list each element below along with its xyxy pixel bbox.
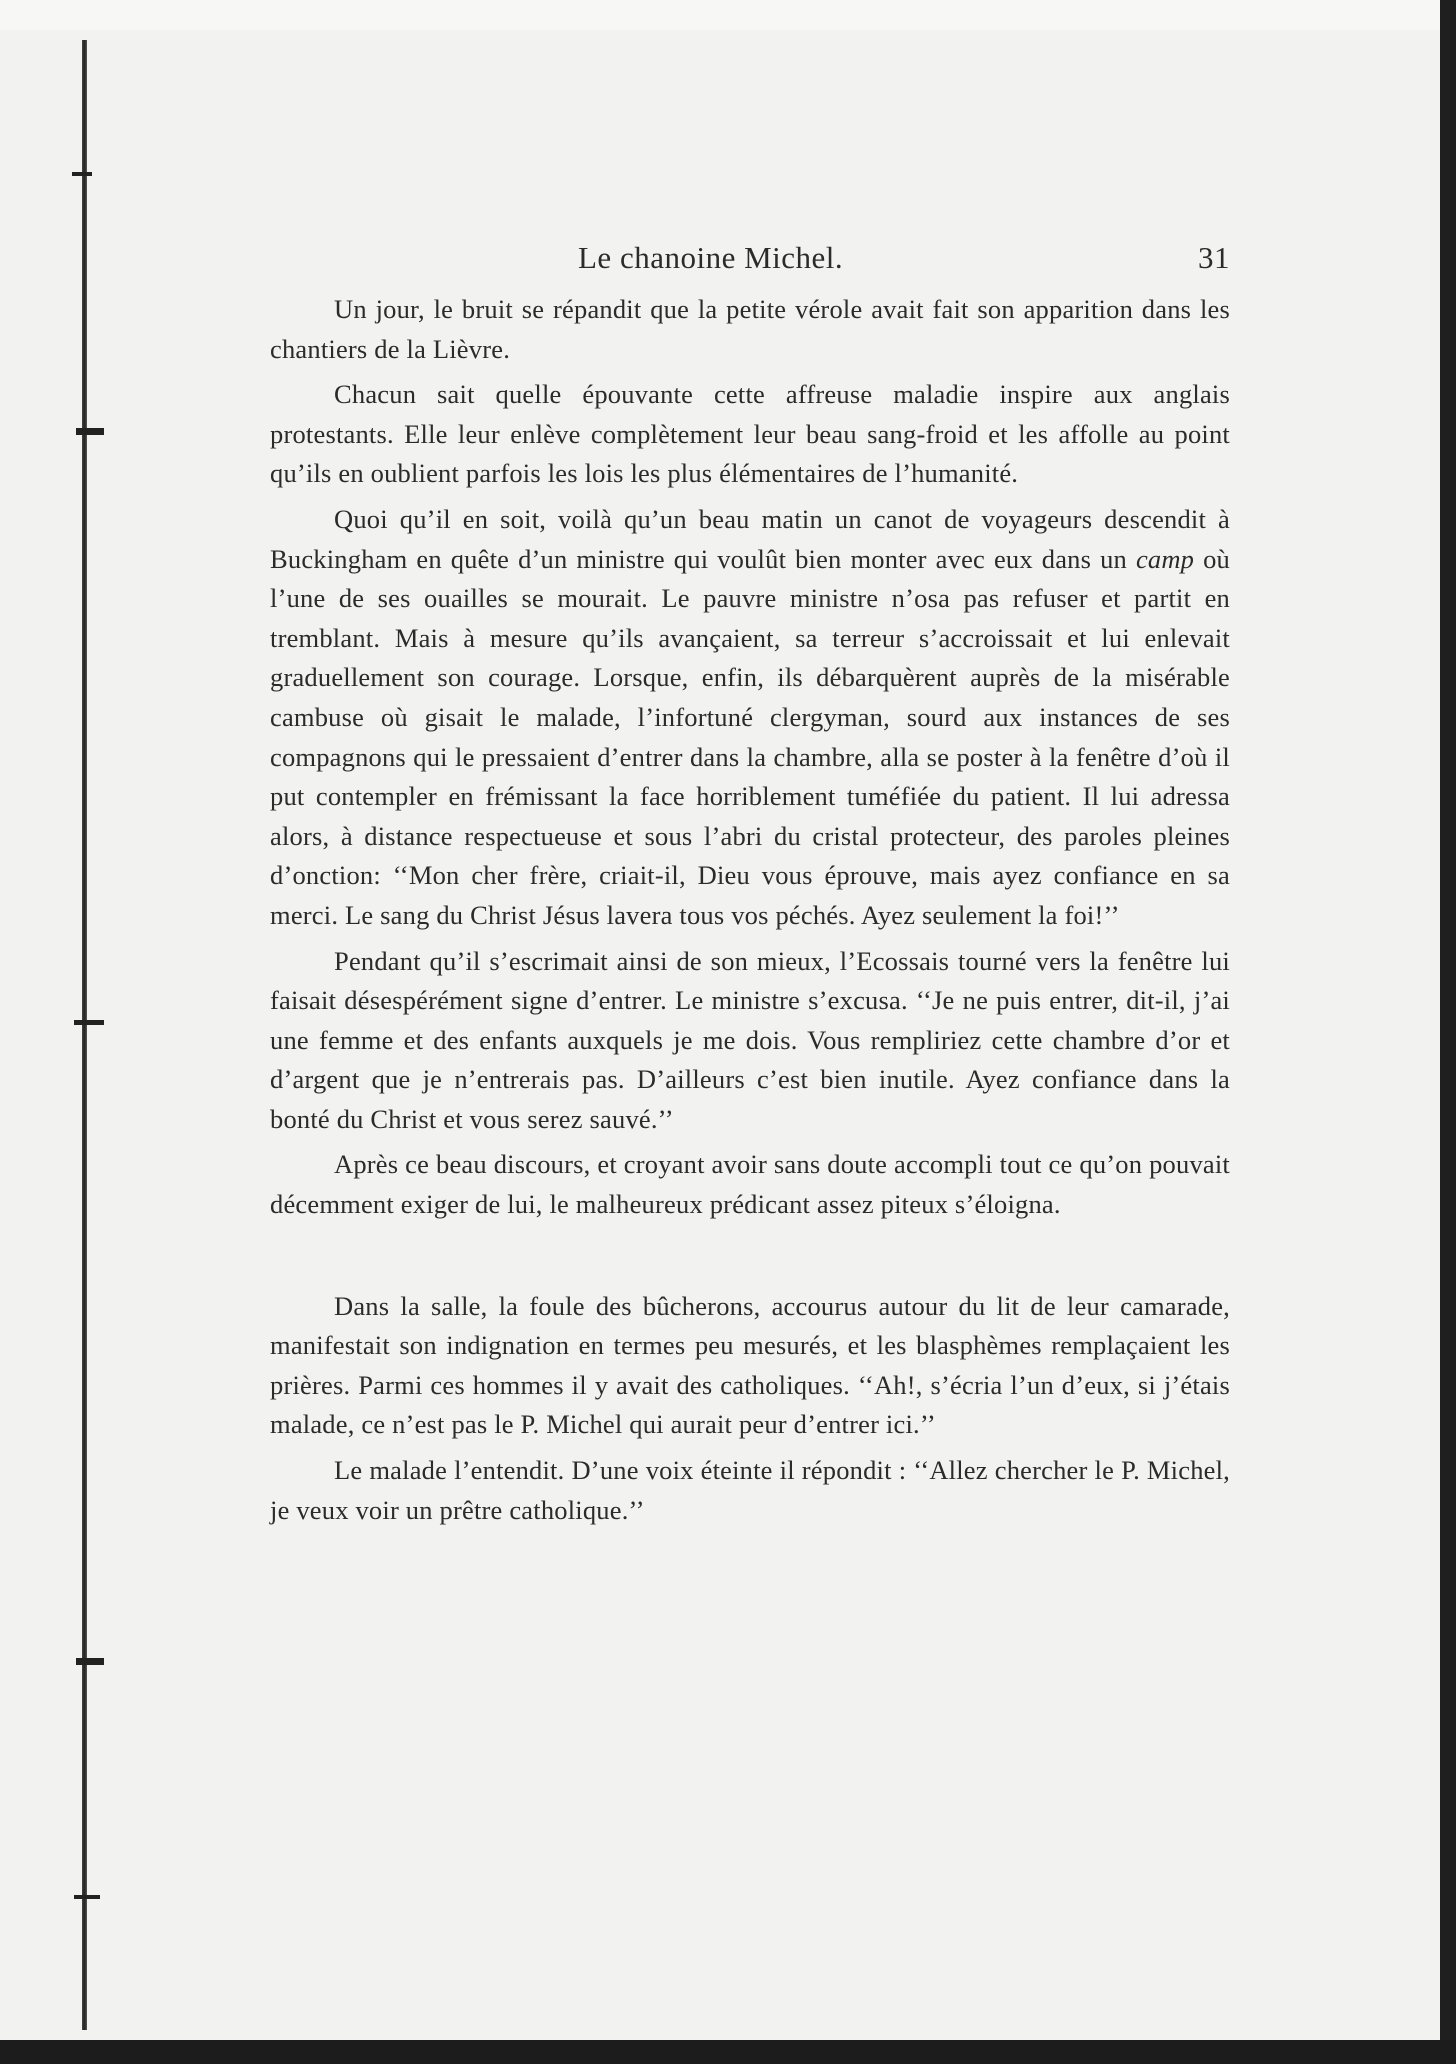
paragraph-text: Un jour, le bruit se répandit que la petite vérole avait fait son apparition dans les chantiers de la Lièvre. xyxy=(270,294,1230,364)
paragraph-text: Dans la salle, la foule des bûcherons, accourus autour du lit de leur camarade, manifestait son indignation en termes peu mesurés, et les blasphèmes remplaçaient les prières. Parmi ces hommes il y avait des catholiques. ‘‘Ah!, s’écria l’un d’eux, si j’étais malade, ce n’est pas le P. Michel qui aurait peur d’entrer ici.’’ xyxy=(270,1290,1230,1440)
page-header xyxy=(270,240,1230,290)
paragraph xyxy=(270,1145,1230,1224)
paragraph-text: Chacun sait quelle épouvante cette affreuse maladie inspire aux anglais protestants. Elle leur enlève complètement leur beau sang-froid et les affolle au point qu’ils en oublient parfois les lois les plus élémentaires de l’humanité. xyxy=(270,379,1230,489)
paragraph xyxy=(270,375,1230,494)
paragraph-text: Après ce beau discours, et croyant avoir sans doute accompli tout ce qu’on pouvait décemment exiger de lui, le malheureux prédicant assez piteux s’éloigna. xyxy=(270,1149,1230,1220)
running-title: Le chanoine Michel. xyxy=(578,240,844,275)
paragraph-text: Le malade l’entendit. D’une voix éteinte il répondit : ‘‘Allez chercher le P. Michel, je veux voir un prêtre catholique.’’ xyxy=(270,1455,1230,1525)
paragraph xyxy=(270,500,1230,936)
page-number: 31 xyxy=(1198,240,1230,275)
page-content xyxy=(270,240,1230,1530)
paragraph xyxy=(270,290,1230,369)
paragraph-text: Pendant qu’il s’escrimait ainsi de son mieux, l’Ecossais tourné vers la fenêtre lui faisait désespérément signe d’entrer. Le ministre s’excusa. ‘‘Je ne puis entrer, dit-il, j’ai une femme et des enfants auxquels je me dois. Vous rempliriez cette chambre d’or et d’argent que je n’entrerais pas. D’ailleurs c’est bien inutile. Ayez confiance dans la bonté du Christ et vous serez sauvé.’’ xyxy=(270,945,1230,1134)
binding-stitch-mark xyxy=(72,172,92,176)
binding-stitch-mark xyxy=(76,1658,104,1665)
paragraph xyxy=(270,942,1230,1140)
paragraph xyxy=(270,1287,1230,1445)
scan-top-margin xyxy=(0,0,1440,30)
paragraph-text: où l’une de ses ouailles se mourait. Le pauvre ministre n’osa pas refuser et partit en tremblant. Mais à mesure qu’ils avançaient, sa terreur s’accroissait et lui enlevait graduellement son courage. Lorsque, enfin, ils débarquèrent auprès de la misérable cambuse où gisait le malade, l’infortuné clergyman, sourd aux instances de ses compagnons qui le pressaient d’entrer dans la chambre, alla se poster à la fenêtre d’où il put contempler en frémissant la face horriblement tuméfiée du patient. Il lui adressa alors, à distance respectueuse et sous l’abri du cristal protecteur, des paroles pleines d’onction: ‘‘Mon cher frère, criait-il, Dieu vous éprouve, mais ayez confiance en sa merci. Le sang du Christ Jésus lavera tous vos péchés. Ayez seulement la foi!’’ xyxy=(270,543,1230,930)
paragraph-text: Quoi qu’il en soit, voilà qu’un beau matin un canot de voyageurs descendit à Buckingham en quête d’un ministre qui voulût bien monter avec eux dans un xyxy=(270,503,1230,574)
book-binding-spine xyxy=(82,40,87,2030)
binding-stitch-mark xyxy=(74,1020,104,1025)
italic-word: camp xyxy=(1135,543,1195,574)
scan-bottom-edge xyxy=(0,2040,1456,2064)
scan-right-edge xyxy=(1440,0,1456,2064)
binding-stitch-mark xyxy=(74,1895,100,1899)
paragraph xyxy=(270,1451,1230,1530)
binding-stitch-mark xyxy=(76,428,104,435)
